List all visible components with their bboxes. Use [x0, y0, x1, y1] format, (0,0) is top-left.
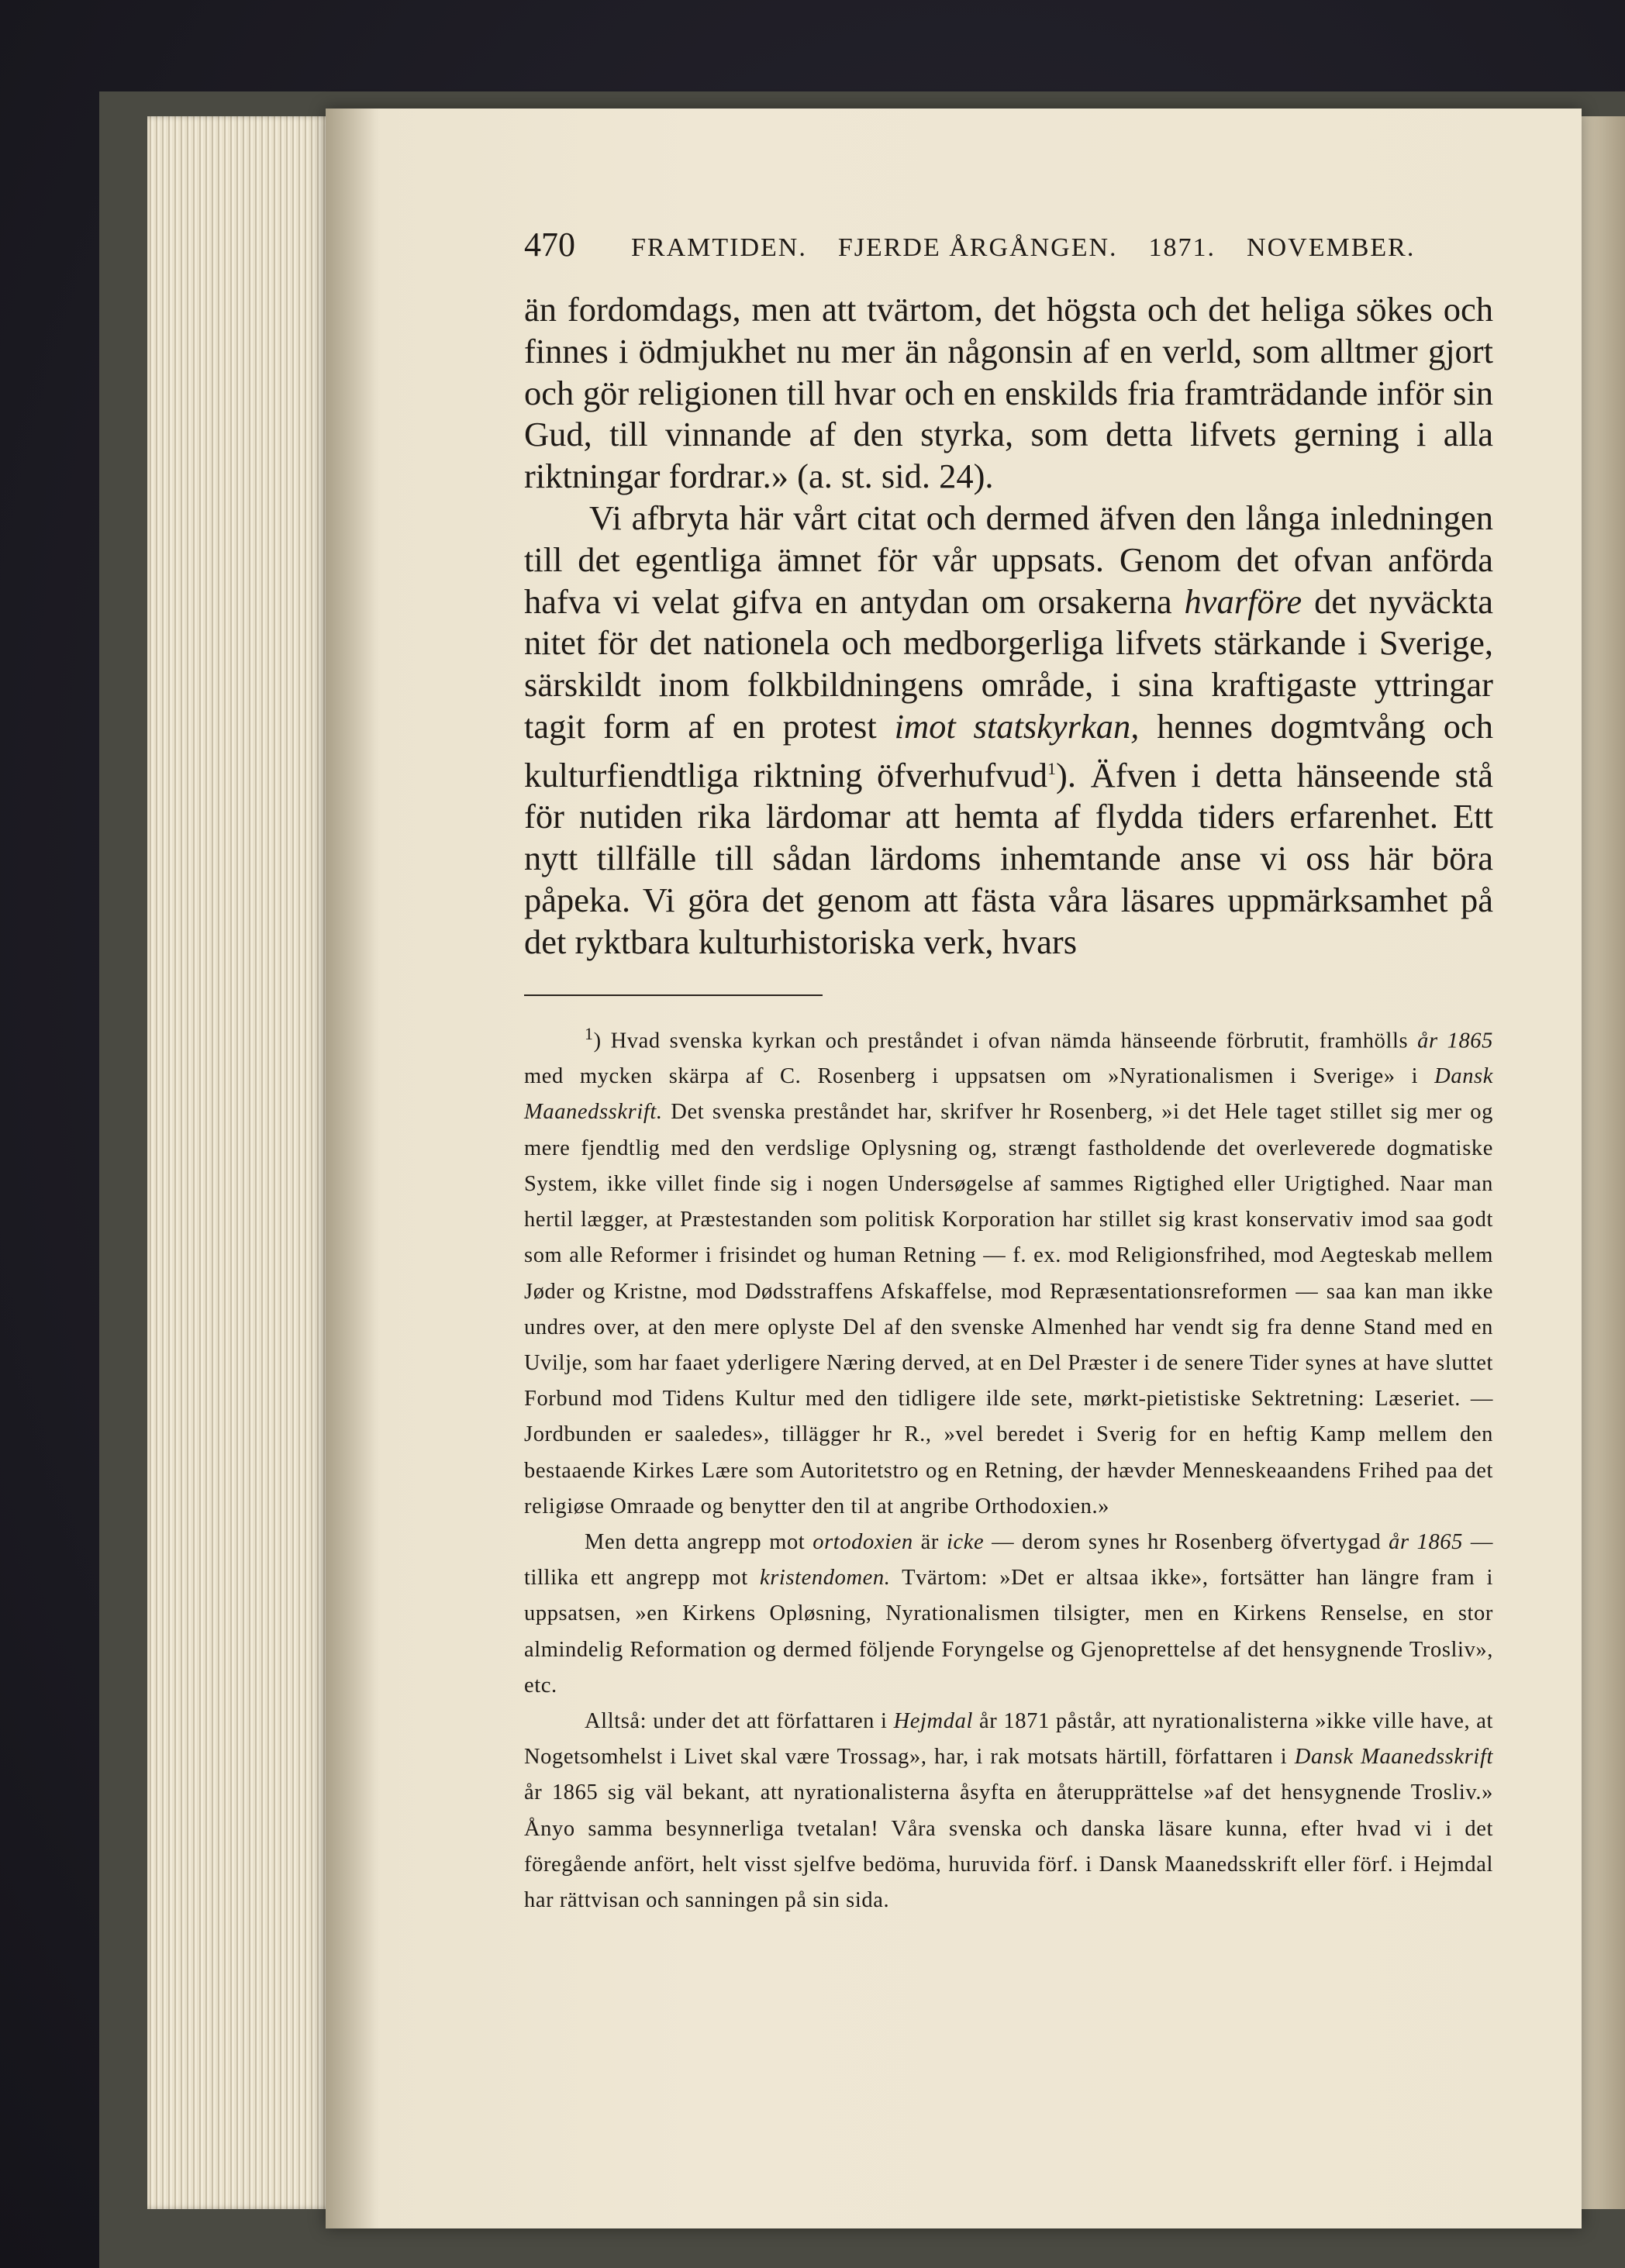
emphasis-statskyrkan: imot statskyrkan, [894, 706, 1140, 746]
paragraph-2: Vi afbryta här vårt citat och dermed äfven den långa inledningen till det egentliga ämnet för vår uppsats. Genom det ofvan anförda hafva vi velat gifva en antydan om orsakerna hvarföre det nyväckta nitet för det nationela och medborgerliga lifvets stärkande i Sverige, särskildt inom folkbildningens område, i sina kraftigaste yttringar tagit form af en protest imot statskyrkan, hennes dogmtvång och kulturfiendtliga riktning öfverhufvud$^1$). Äfven i detta hänseende stå för nutiden rika lärdomar att hemta af flydda tiders erfarenhet. Ett nytt tillfälle till sådan lärdoms inhemtande anse vi oss här böra påpeka. Vi göra det genom att fästa våra läsares uppmärksamhet på det ryktbara kulturhistoriska verk, hvars [524, 498, 1493, 961]
volume-label: FJERDE ÅRGÅNGEN. [837, 233, 1118, 262]
paragraph-1: än fordomdags, men att tvärtom, det högsta och det heliga sökes och finnes i ödmjukhet nu mer än någonsin af en verld, som alltmer gjort och gör religionen till hvar och en enskilds fria framträdande inför sin Gud, till vinnande af den styrka, som detta lifvets gerning i alla riktningar fordrar.» (a. st. sid. 24). [524, 290, 1493, 496]
year-label: 1871. [1148, 233, 1216, 262]
month-label: NOVEMBER. [1247, 233, 1416, 262]
gutter-shadow [326, 109, 380, 2228]
main-text [524, 289, 1493, 963]
facing-page-edge [1582, 116, 1625, 2209]
page-number: 470 [524, 226, 575, 264]
footnote-paragraph-3: Alltså: under det att författaren i Hejmdal år 1871 påstår, att nyrationalisterna »ikke ville have, at Nogetsomhelst i Livet skal være Trossag», har, i rak motsats härtill, författaren i Dansk Maanedsskrift år 1865 sig väl bekant, att nyrationalisterna åsyfta en återupprättelse »af det hensygnende Trosliv.» Ånyo samma besynnerliga tvetalan! Våra svenska och danska läsare kunna, efter hvad vi i det föregående anfört, helt visst sjelfve bedöma, huruvida förf. i Dansk Maanedsskrift eller förf. i Hejmdal har rättvisan och sanningen på sin sida. [524, 1708, 1493, 1912]
emphasis-hvarfore: hvarföre [1184, 581, 1302, 621]
footnote-mark: 1 [585, 1023, 594, 1043]
footnote-reference: 1 [1047, 758, 1056, 778]
page-content [524, 225, 1493, 1918]
footnotes [524, 1016, 1493, 1919]
page-edges [147, 116, 333, 2209]
running-head [524, 225, 1493, 264]
footnote-paragraph-2: Men detta angrepp mot ortodoxien är icke — derom synes hr Rosenberg öfvertygad år 1865 — tillika ett angrepp mot kristendomen. Tvärtom: »Det er altsaa ikke», fortsätter han längre fram i uppsatsen, »en Kirkens Opløsning, Nyrationalismen tilsigter, men en Kirkens Renselse, en stor almindelig Reformation og dermed följende Foryngelse og Gjenoprettelse af det hensygnende Trosliv», etc. [524, 1529, 1494, 1698]
journal-title: FRAMTIDEN. [631, 233, 807, 262]
footnote-divider [524, 994, 823, 996]
footnote-1: $^1$) Hvad svenska kyrkan och preståndet i ofvan nämda hänseende förbrutit, framhölls år 1865 med mycken skärpa af C. Rosenberg i uppsatsen om »Nyrationalismen i Sverige» i Dansk Maanedsskrift. Det svenska preståndet har, skrifver hr Rosenberg, »i det Hele taget stillet sig mer og mere fjendtlig med den verdslige Oplysning og, strængt fastholdende det overleverede dogmatiske System, ikke villet finde sig i nogen Undersøgelse af sammes Rigtighed eller Urigtighed. Naar man hertil lægger, at Præstestanden som politisk Korporation har stillet sig krast konservativ imod saa godt som alle Reformer i frisindet og human Retning — f. ex. mod Religionsfrihed, mod Aegteskab mellem Jøder og Kristne, mod Dødsstraffens Afskaffelse, mod Repræsentationsreformen — saa kan man ikke undres over, at den mere oplyste Del af den svenske Almenhed har vendt sig fra denne Stand med en Uvilje, som har faaet yderligere Næring derved, at en Del Præster i de senere Tider synes at have sluttet Forbund mod Tidens Kultur med den tidligere ilde sete, mørkt-pietistiske Sektretning: Læseriet. — Jordbunden er saaledes», tillägger hr R., »vel beredet i Sverig for en heftig Kamp mellem den bestaaende Kirkes Lære som Autoritetstro og en Retning, der hævder Menneskeaandens Frihed paa det religiøse Omraade og benytter den til at angribe Orthodoxien.» [524, 1023, 1494, 1518]
